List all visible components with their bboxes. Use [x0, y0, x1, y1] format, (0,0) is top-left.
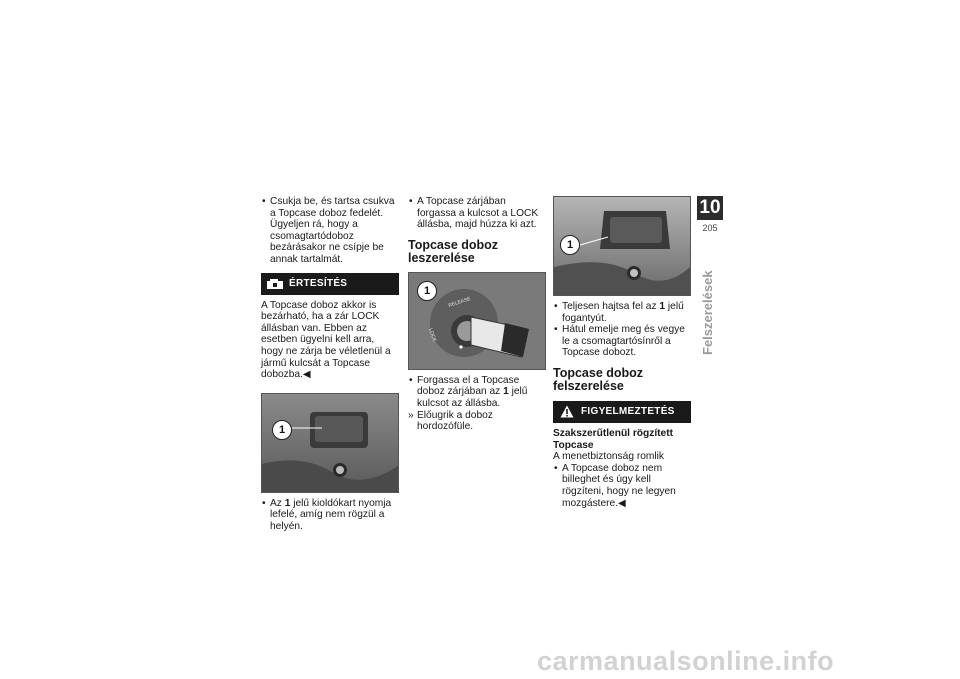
notice-icon	[261, 278, 289, 290]
page-number: 205	[702, 223, 718, 233]
result-handle-pops-up: » Előugrik a doboz hordozófüle.	[408, 410, 546, 433]
step-text: jelű kioldókart nyomja lefelé, amíg nem rögzül a helyén.	[270, 497, 392, 532]
notice-box	[261, 273, 399, 295]
step-text: Forgassa el a Topcase doboz zárjában az	[417, 374, 520, 398]
section-heading-install: Topcase doboz felszerelése	[553, 365, 644, 394]
photo-callout-1: 1	[560, 235, 580, 255]
photo-handle	[553, 196, 691, 296]
warning-title: Szakszerűtlenül rögzített Topcase	[553, 427, 674, 451]
notice-label: ÉRTESÍTÉS	[289, 277, 348, 289]
notice-text: A Topcase doboz akkor is bezárható, ha a zár LOCK állásban van. Ebben az esetben ügyelni kell arra, hogy ne zárja be véletlenül a jármű kulcsát a Topcase dobozba.◀	[261, 299, 391, 381]
step-text: jelű kulcsot az állásba.	[417, 386, 528, 409]
watermark: carmanualsonline.info	[537, 646, 835, 676]
warning-subtitle: A menetbiztonság romlik	[553, 451, 664, 463]
step-secure-case: • A Topcase doboz nem billeghet és úgy kell rögzíteni, hogy ne legyen mozgástere.◀	[553, 463, 691, 509]
warning-label: FIGYELMEZTETÉS	[581, 406, 675, 418]
chapter-number: 10	[697, 196, 723, 220]
step-fold-handle	[553, 301, 691, 324]
column-3	[553, 196, 691, 509]
chapter-side-label: Felszerelések	[700, 270, 715, 355]
step-ref-number: 1	[659, 301, 666, 312]
step-turn-key-lock: • A Topcase zárjában forgassa a kulcsot a LOCK állásba, majd húzza ki azt.	[408, 196, 546, 231]
photo-release-lever	[261, 393, 399, 493]
photo-key-lock	[408, 272, 546, 370]
step-ref-number: 1	[503, 386, 509, 398]
step-close-lid: • Csukja be, és tartsa csukva a Topcase doboz fedelét. Ügyeljen rá, hogy a csomagtartódoboz bezárásakor ne csípje be annak tartalmát.	[261, 196, 399, 266]
photo-lock-text: LOCK	[427, 327, 438, 343]
warning-box	[553, 401, 691, 423]
step-ref-number: 1	[284, 497, 291, 509]
photo-callout-1: 1	[417, 281, 437, 301]
step-lift-remove: • Hátul emelje meg és vegye le a csomagtartósínről a Topcase dobozt.	[553, 324, 691, 359]
photo-release-text: RELEASE	[447, 295, 472, 309]
warning-triangle-icon	[553, 405, 581, 418]
step-press-lever	[261, 498, 399, 533]
step-text: jelű fogantyút.	[562, 301, 684, 324]
step-text: Teljesen hajtsa fel az	[562, 301, 660, 312]
section-heading-removal: Topcase doboz leszerelése	[408, 237, 499, 266]
step-turn-key-release	[408, 375, 546, 410]
chapter-marker	[697, 196, 723, 233]
column-1	[261, 196, 399, 533]
photo-callout-1: 1	[272, 420, 292, 440]
step-text: Az	[270, 497, 285, 509]
column-2	[408, 196, 546, 433]
